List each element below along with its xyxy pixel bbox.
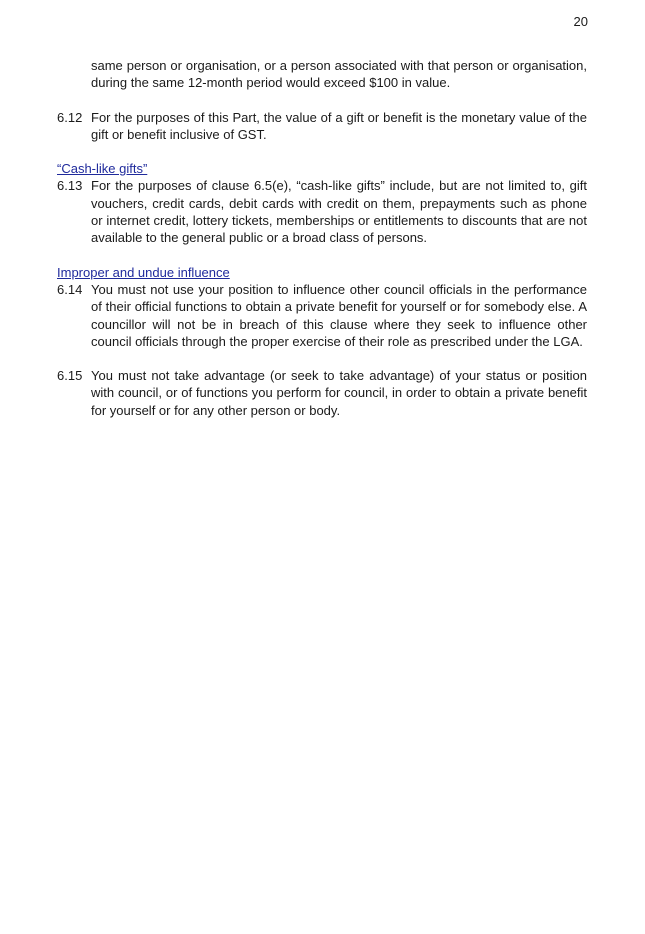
paragraph-spacer [57,143,587,160]
clause-text: You must not take advantage (or seek to take advantage) of your status or position with council, or of functions you perform for council, in order to obtain a private benefit for yourself or for any other person or body. [91,368,587,418]
clause-number: 6.13 [57,178,83,194]
clause-6-15 [57,367,587,419]
clause-text: You must not use your position to influence other council officials in the performance of their official functions to obtain a private benefit for yourself or for somebody else. A councillor will not be in breach of this clause where they seek to influence other council officials through the proper exercise of their role as prescribed under the LGA. [91,281,587,349]
clause-number: 6.15 [57,368,83,384]
paragraph-spacer [57,247,587,264]
clause-6-13 [57,177,587,246]
paragraph-spacer [57,92,587,109]
page-number: 20 [573,14,588,29]
paragraph-spacer [57,350,587,367]
clause-number: 6.14 [57,281,83,297]
clause-text: For the purposes of clause 6.5(e), “cash-like gifts” include, but are not limited to, gift vouchers, credit cards, debit cards with credit on them, prepayments such as phone or internet credit, lottery tickets, memberships or entitlements to discounts that are not available to the general public or a broad class of persons. [91,178,587,246]
clause-6-12 [57,109,587,144]
clause-text: For the purposes of this Part, the value of a gift or benefit is the monetary value of the gift or benefit inclusive of GST. [91,109,587,142]
clause-number: 6.12 [57,109,83,125]
section-heading-cash-like-gifts: “Cash-like gifts” [57,161,148,177]
section-heading-improper-influence: Improper and undue influence [57,264,230,280]
document-body [57,57,587,419]
clause-6-14 [57,281,587,350]
continuation-paragraph: same person or organisation, or a person associated with that person or organisation, during the same 12-month period would exceed $100 in value. [91,58,587,91]
